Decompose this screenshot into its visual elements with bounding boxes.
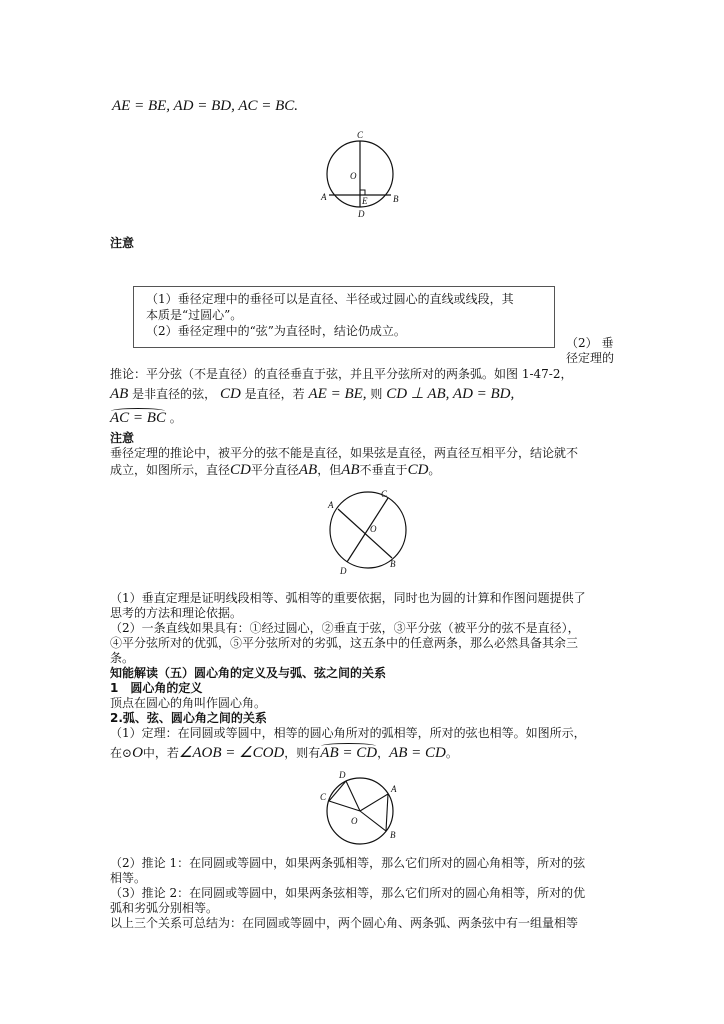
fig1-right-angle-mark bbox=[360, 190, 365, 195]
corollary-right1: （2） 垂 bbox=[566, 336, 614, 350]
inference-line2: 相等。 bbox=[110, 871, 147, 885]
note-box bbox=[133, 286, 555, 348]
fig2-label-a: A bbox=[328, 500, 334, 510]
remarks-line2: 思考的方法和理论依据。 bbox=[110, 606, 243, 620]
fig3-chord-ab bbox=[386, 794, 388, 831]
fig2-label-d: D bbox=[340, 566, 347, 576]
section-theorem-line2: 在⊙O中，若∠AOB = ∠COD，则有AB = CD，AB = CD。 bbox=[110, 745, 458, 761]
fig3-radius-oa bbox=[360, 794, 388, 811]
math-arc-ac-bc: AC = BC bbox=[110, 410, 166, 426]
section-sub2: 2.弧、弦、圆心角之间的关系 bbox=[110, 711, 267, 725]
remarks-line1: （1）垂直定理是证明线段相等、弧相等的重要依据，同时也为圆的计算和作图问题提供了 bbox=[110, 591, 586, 605]
note-box-line1: （1）垂径定理中的垂径可以是直径、半径或过圆心的直线或线段，其 bbox=[146, 292, 514, 306]
section-def: 顶点在圆心的角叫作圆心角。 bbox=[110, 696, 267, 710]
fig3-label-d: D bbox=[339, 770, 346, 780]
fig3-radius-oc bbox=[329, 801, 360, 811]
inference-line5: 以上三个关系可总结为：在同圆或等圆中，两个圆心角、两条弧、两条弦中有一组量相等 bbox=[110, 916, 579, 930]
remarks-line5: 条。 bbox=[110, 651, 135, 665]
note-box-line2: 本质是“过圆心”。 bbox=[146, 308, 243, 322]
remarks-line4: ④平分弦所对的优弧，⑤平分弦所对的劣弧，这五条中的任意两条，那么必然具备其余三 bbox=[110, 636, 579, 650]
section-title: 知能解读（五）圆心角的定义及与弧、弦之间的关系 bbox=[110, 666, 387, 680]
math-cd: CD bbox=[220, 386, 241, 402]
fig3-label-c: C bbox=[320, 792, 327, 802]
math-ae-be: AE = BE, bbox=[308, 386, 367, 402]
math-cd-perp-ab: CD ⊥ AB, AD = BD, bbox=[386, 386, 515, 402]
corollary-right2: 径定理的 bbox=[566, 351, 615, 365]
inference-line4: 弧和劣弧分别相等。 bbox=[110, 901, 219, 915]
math-ab: AB bbox=[110, 386, 129, 402]
inference-line1: （2）推论 1：在同圆或等圆中，如果两条弧相等，那么它们所对的圆心角相等，所对的弦 bbox=[110, 856, 586, 870]
figure-bisected-diameters bbox=[322, 488, 412, 578]
note2-line2: 成立，如图所示，直径CD平分直径AB，但AB不垂直于CD。 bbox=[110, 462, 441, 478]
fig2-diameter-cd bbox=[347, 498, 388, 562]
section-sub1: 1 圆心角的定义 bbox=[110, 681, 203, 695]
note2-line1: 垂径定理的推论中，被平分的弦不能是直径，如果弦是直径，两直径互相平分，结论就不 bbox=[110, 446, 579, 460]
fig3-label-a: A bbox=[391, 784, 397, 794]
corollary-line3: AC = BC 。 bbox=[110, 410, 182, 426]
fig2-label-c: C bbox=[381, 489, 388, 499]
fig1-label-o: O bbox=[350, 171, 357, 181]
fig2-label-o: O bbox=[370, 524, 377, 534]
corollary-line1: 推论：平分弦（不是直径）的直径垂直于弦，并且平分弦所对的两条弧。如图 1-47-2， bbox=[110, 367, 573, 381]
remarks-line3: （2）一条直线如果具有：①经过圆心，②垂直于弦，③平分弦（被平分的弦不是直径）， bbox=[110, 621, 580, 635]
fig1-label-c: C bbox=[357, 130, 364, 140]
corollary-line2: AB 是非直径的弦， CD 是直径，若 AE = BE, 则 CD ⊥ AB, AD = BD, bbox=[110, 386, 515, 402]
figure-perpendicular-diameter bbox=[318, 122, 408, 222]
fig3-radius-ob bbox=[360, 811, 386, 831]
fig1-label-d: D bbox=[358, 209, 365, 219]
fig1-label-e: E bbox=[362, 196, 368, 206]
note-box-line3: （2）垂径定理中的“弦”为直径时，结论仍成立。 bbox=[146, 324, 406, 338]
fig1-label-b: B bbox=[393, 194, 399, 204]
fig1-label-a: A bbox=[321, 192, 327, 202]
fig3-radius-od bbox=[346, 781, 360, 811]
fig2-label-b: B bbox=[390, 559, 396, 569]
inference-line3: （3）推论 2：在同圆或等圆中，如果两条弦相等，那么它们所对的圆心角相等，所对的优 bbox=[110, 886, 586, 900]
note1-title: 注意 bbox=[110, 236, 135, 250]
fig3-label-o: O bbox=[351, 816, 358, 826]
fig3-chord-cd bbox=[329, 781, 346, 801]
fig3-label-b: B bbox=[390, 830, 396, 840]
section-theorem: （1）定理：在同圆或等圆中，相等的圆心角所对的弧相等，所对的弦也相等。如图所示， bbox=[110, 726, 586, 740]
note2-title: 注意 bbox=[110, 431, 135, 445]
figure-central-angles bbox=[318, 768, 408, 856]
top-formula: AE = BE, AD = BD, AC = BC. bbox=[112, 98, 299, 114]
